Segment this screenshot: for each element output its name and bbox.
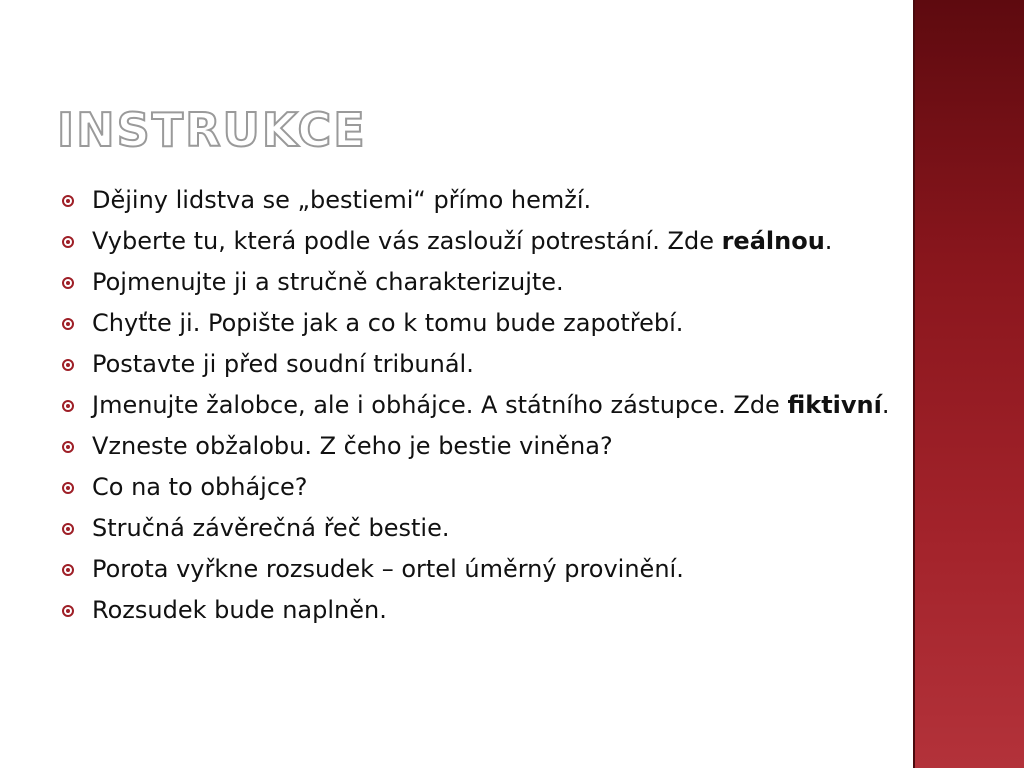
- circled-dot-icon: [62, 195, 74, 207]
- circled-dot-icon: [62, 441, 74, 453]
- list-item: [62, 429, 892, 464]
- decorative-side-bar: [913, 0, 1024, 768]
- list-item-text: Chyťte ji. Popište jak a co k tomu bude zapotřebí.: [92, 309, 684, 337]
- circled-dot-icon: [62, 523, 74, 535]
- list-item: [62, 593, 892, 628]
- list-item-text: Jmenujte žalobce, ale i obhájce. A státního zástupce. Zde: [92, 391, 788, 419]
- list-item-text: Postavte ji před soudní tribunál.: [92, 350, 474, 378]
- list-item: [62, 306, 892, 341]
- circled-dot-icon: [62, 482, 74, 494]
- list-item-bold-text: reálnou: [721, 227, 825, 255]
- circled-dot-icon: [62, 236, 74, 248]
- list-item-text: Stručná závěrečná řeč bestie.: [92, 514, 450, 542]
- list-item: [62, 183, 892, 218]
- list-item: [62, 388, 892, 423]
- list-item-trailing-text: .: [824, 227, 833, 255]
- list-item-text: Vyberte tu, která podle vás zaslouží potrestání. Zde: [92, 227, 722, 255]
- list-item-text: Co na to obhájce?: [92, 473, 308, 501]
- circled-dot-icon: [62, 277, 74, 289]
- bullet-list: [62, 183, 892, 634]
- circled-dot-icon: [62, 400, 74, 412]
- circled-dot-icon: [62, 359, 74, 371]
- list-item-text: Rozsudek bude naplněn.: [92, 596, 387, 624]
- list-item-text: Pojmenujte ji a stručně charakterizujte.: [92, 268, 564, 296]
- list-item-text: Vzneste obžalobu. Z čeho je bestie viněna?: [92, 432, 613, 460]
- list-item: [62, 265, 892, 300]
- list-item: [62, 347, 892, 382]
- list-item-text: Dějiny lidstva se „bestiemi“ přímo hemží.: [92, 186, 592, 214]
- list-item: [62, 470, 892, 505]
- circled-dot-icon: [62, 564, 74, 576]
- list-item: [62, 511, 892, 546]
- slide-title: INSTRUKCE: [57, 103, 367, 157]
- list-item: [62, 224, 892, 259]
- circled-dot-icon: [62, 605, 74, 617]
- list-item-text: Porota vyřkne rozsudek – ortel úměrný provinění.: [92, 555, 684, 583]
- circled-dot-icon: [62, 318, 74, 330]
- list-item: [62, 552, 892, 587]
- list-item-trailing-text: .: [881, 391, 890, 419]
- list-item-bold-text: fiktivní: [787, 391, 882, 419]
